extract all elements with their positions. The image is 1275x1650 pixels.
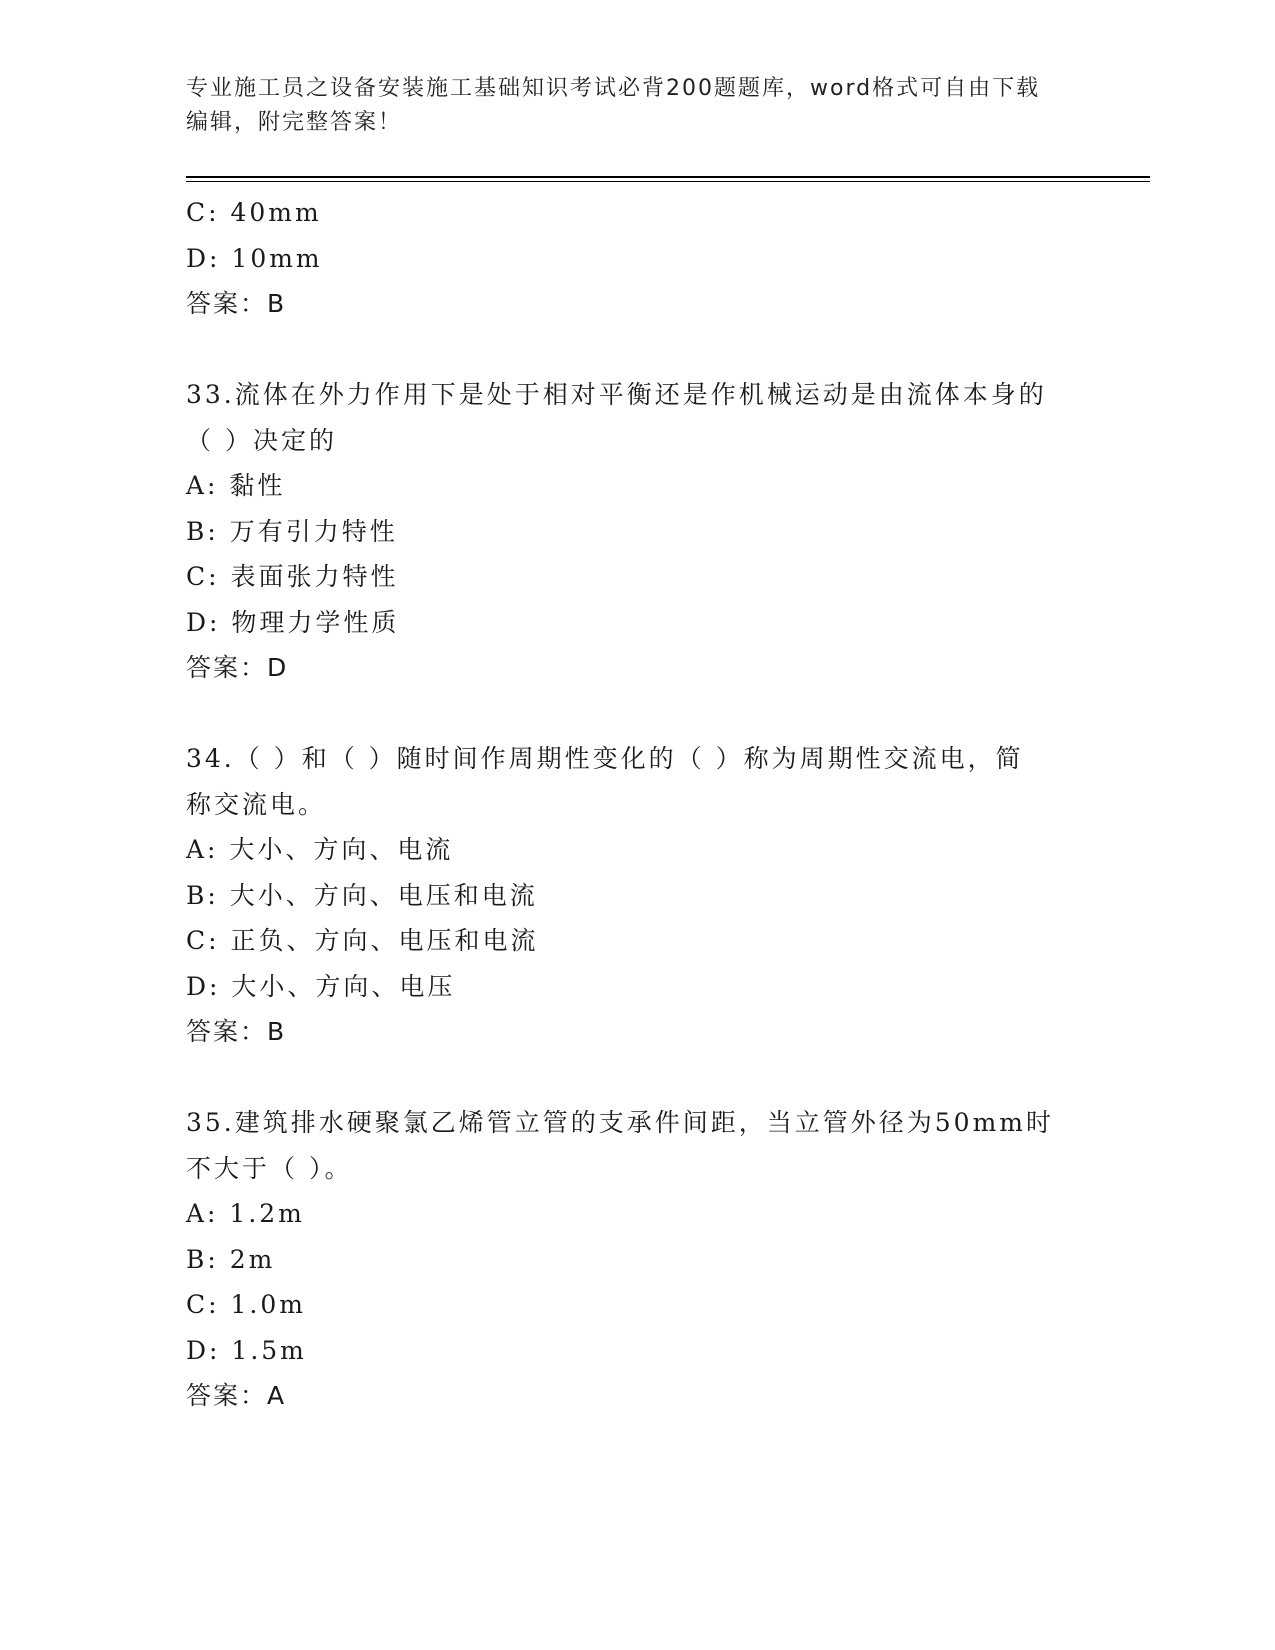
answer: 答案：B <box>186 1017 287 1046</box>
question-stem: 不大于（ ）。 <box>186 1153 353 1183</box>
option-b: B: 2m <box>186 1244 276 1274</box>
question-stem: 33.流体在外力作用下是处于相对平衡还是作机械运动是由流体本身的 <box>186 380 1047 409</box>
option-a: A: 黏性 <box>186 471 286 500</box>
option-c: C: 1.0m <box>186 1290 306 1319</box>
question-33 <box>186 372 1086 691</box>
header-line-2: 编辑，附完整答案！ <box>186 110 403 135</box>
header-divider-thin <box>186 181 1150 182</box>
document-header <box>186 72 1066 140</box>
question-stem: 称交流电。 <box>186 789 327 819</box>
option-c: C: 正负、方向、电压和电流 <box>186 926 539 955</box>
option-d: D: 10mm <box>186 243 323 273</box>
option-b: B: 万有引力特性 <box>186 516 398 546</box>
question-35 <box>186 1100 1086 1419</box>
option-c: C: 表面张力特性 <box>186 562 399 591</box>
prev-question-tail <box>186 190 1086 327</box>
spacer <box>186 691 1086 737</box>
question-34 <box>186 736 1086 1055</box>
question-stem: 34.（ ）和（ ）随时间作周期性变化的（ ）称为周期性交流电，简 <box>186 744 1024 773</box>
option-d: D: 1.5m <box>186 1335 307 1365</box>
answer: 答案：D <box>186 653 289 682</box>
answer: 答案：B <box>186 289 287 318</box>
header-divider-thick <box>186 176 1150 178</box>
option-d: D: 物理力学性质 <box>186 607 400 637</box>
question-stem: 35.建筑排水硬聚氯乙烯管立管的支承件间距，当立管外径为50mm时 <box>186 1108 1054 1137</box>
answer: 答案：A <box>186 1381 287 1410</box>
question-list <box>186 190 1086 1419</box>
option-a: A: 大小、方向、电流 <box>186 835 454 864</box>
spacer <box>186 1055 1086 1101</box>
option-c: C: 40mm <box>186 198 322 227</box>
option-a: A: 1.2m <box>186 1199 305 1228</box>
header-line-1: 专业施工员之设备安装施工基础知识考试必背200题题库，word格式可自由下载 <box>186 76 1041 101</box>
option-b: B: 大小、方向、电压和电流 <box>186 880 538 910</box>
spacer <box>186 327 1086 373</box>
option-d: D: 大小、方向、电压 <box>186 971 456 1001</box>
question-stem: （ ）决定的 <box>186 425 337 455</box>
